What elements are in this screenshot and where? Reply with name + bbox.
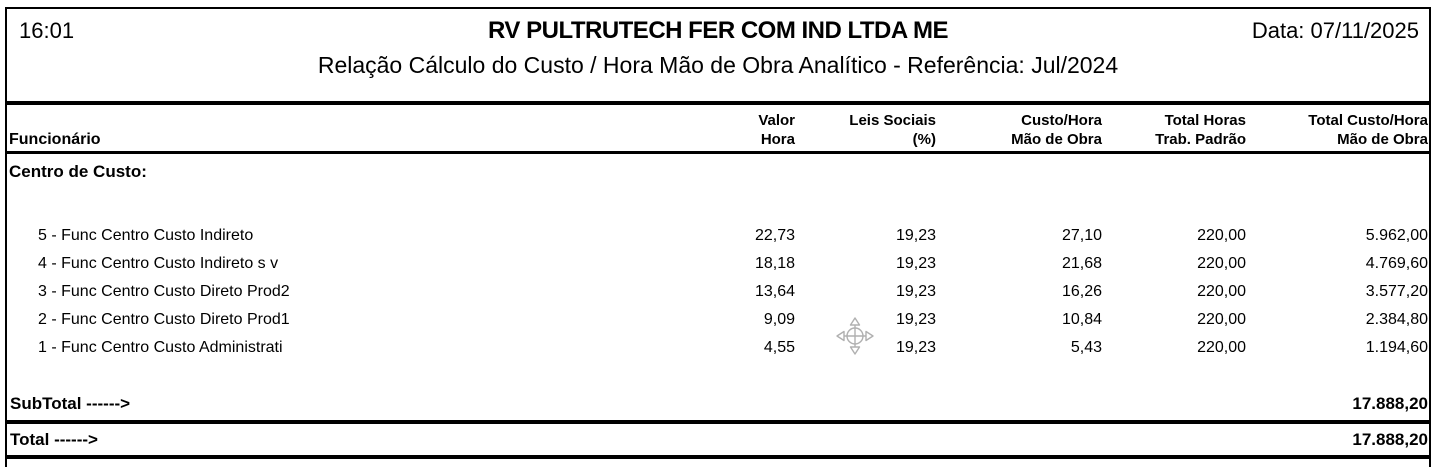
leis-sociais-value: 19,23 bbox=[895, 311, 936, 328]
total-custo-hora-value: 4.769,60 bbox=[1365, 255, 1428, 272]
leis-sociais-value: 19,23 bbox=[895, 255, 936, 272]
total-horas-value: 220,00 bbox=[1197, 255, 1246, 272]
subtotal-row bbox=[7, 388, 1429, 420]
leis-sociais-value: 19,23 bbox=[895, 339, 936, 356]
employee-name: 3 - Func Centro Custo Direto Prod2 bbox=[38, 283, 290, 300]
total-custo-hora-value: 2.384,80 bbox=[1365, 311, 1428, 328]
table-row bbox=[7, 222, 1429, 250]
print-time: 16:01 bbox=[19, 18, 75, 43]
report-viewport[interactable] bbox=[5, 7, 1431, 467]
total-horas-value: 220,00 bbox=[1197, 227, 1246, 244]
company-name: RV PULTRUTECH FER COM IND LTDA ME bbox=[488, 17, 948, 44]
print-date: Data: 07/11/2025 bbox=[1251, 18, 1419, 43]
leis-sociais-value: 19,23 bbox=[895, 227, 936, 244]
table-column-headers bbox=[7, 105, 1429, 151]
table-row bbox=[7, 278, 1429, 306]
leis-sociais-value: 19,23 bbox=[895, 283, 936, 300]
custo-hora-value: 16,26 bbox=[1061, 283, 1102, 300]
column-header-custo-hora: Custo/Hora Mão de Obra bbox=[1011, 112, 1102, 148]
custo-hora-value: 21,68 bbox=[1061, 255, 1102, 272]
cost-center-group-label: Centro de Custo: bbox=[9, 162, 147, 181]
subtotal-value: 17.888,20 bbox=[1352, 394, 1428, 413]
column-header-funcionario: Funcionário bbox=[9, 131, 101, 148]
employee-name: 5 - Func Centro Custo Indireto bbox=[38, 227, 254, 244]
valor-hora-value: 9,09 bbox=[763, 311, 795, 328]
valor-hora-value: 22,73 bbox=[754, 227, 795, 244]
column-header-total-horas: Total Horas Trab. Padrão bbox=[1155, 112, 1246, 148]
total-custo-hora-value: 5.962,00 bbox=[1365, 227, 1428, 244]
total-value: 17.888,20 bbox=[1352, 430, 1428, 449]
subtotal-label: SubTotal ------> bbox=[10, 394, 131, 413]
table-body bbox=[7, 222, 1429, 362]
total-custo-hora-value: 3.577,20 bbox=[1365, 283, 1428, 300]
total-horas-value: 220,00 bbox=[1197, 339, 1246, 356]
table-row bbox=[7, 306, 1429, 334]
custo-hora-value: 10,84 bbox=[1061, 311, 1102, 328]
total-horas-value: 220,00 bbox=[1197, 283, 1246, 300]
employee-name: 4 - Func Centro Custo Indireto s v bbox=[38, 255, 279, 272]
column-header-total-custo-hora: Total Custo/Hora Mão de Obra bbox=[1308, 112, 1428, 148]
total-label: Total ------> bbox=[10, 430, 98, 449]
total-row bbox=[7, 424, 1429, 455]
column-header-valor-hora: Valor Hora bbox=[758, 112, 795, 148]
valor-hora-value: 4,55 bbox=[763, 339, 795, 356]
valor-hora-value: 13,64 bbox=[754, 283, 795, 300]
total-horas-value: 220,00 bbox=[1197, 311, 1246, 328]
total-custo-hora-value: 1.194,60 bbox=[1365, 339, 1428, 356]
employee-name: 2 - Func Centro Custo Direto Prod1 bbox=[38, 311, 290, 328]
valor-hora-value: 18,18 bbox=[754, 255, 795, 272]
table-row bbox=[7, 334, 1429, 362]
report-header bbox=[7, 18, 1429, 44]
table-row bbox=[7, 250, 1429, 278]
report-title: Relação Cálculo do Custo / Hora Mão de Obra Analítico - Referência: Jul/2024 bbox=[317, 52, 1119, 78]
custo-hora-value: 5,43 bbox=[1070, 339, 1102, 356]
column-header-leis-sociais: Leis Sociais (%) bbox=[849, 112, 936, 148]
total-divider bbox=[7, 455, 1429, 459]
custo-hora-value: 27,10 bbox=[1061, 227, 1102, 244]
employee-name: 1 - Func Centro Custo Administrati bbox=[38, 339, 283, 356]
